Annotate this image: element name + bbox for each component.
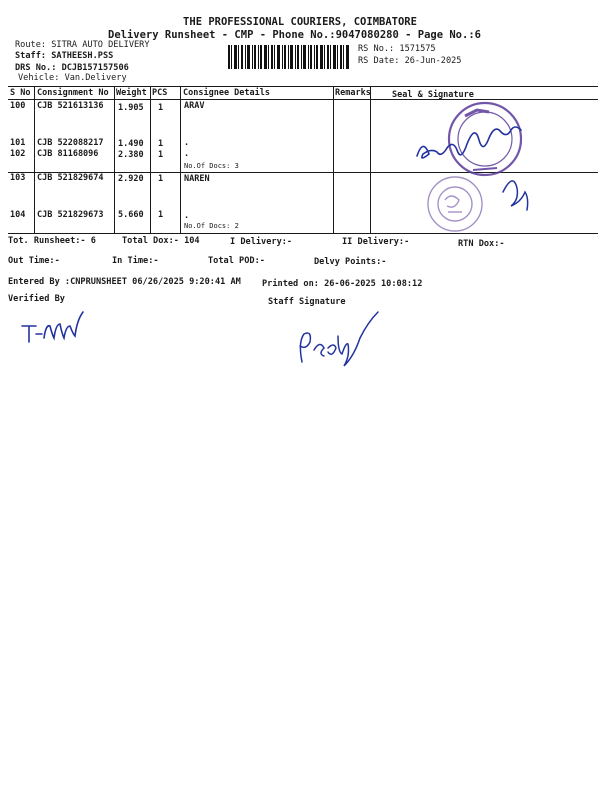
drs-number: DRS No.: DCJB157157506 <box>15 63 129 73</box>
rtn-dox: RTN Dox:- <box>458 239 505 249</box>
table-row-weight: 2.920 <box>118 174 144 184</box>
table-row-weight: 2.380 <box>118 150 144 160</box>
table-row-weight: 5.660 <box>118 210 144 220</box>
table-row-pcs: 1 <box>158 103 164 113</box>
table-row-sno: 101 <box>10 138 26 148</box>
verified-by: Verified By <box>8 294 65 304</box>
company-title: THE PROFESSIONAL COURIERS, COIMBATORE <box>183 16 417 28</box>
entered-by: Entered By :CNPRUNSHEET 06/26/2025 9:20:41 AM <box>8 277 241 287</box>
runsheet-subtitle: Delivery Runsheet - CMP - Phone No.:9047080280 - Page No.:6 <box>108 29 481 41</box>
table-row-details: . <box>184 149 190 159</box>
th-consignee-details: Consignee Details <box>183 88 270 98</box>
th-pcs: PCS <box>152 88 168 98</box>
table-row-sno: 102 <box>10 149 26 159</box>
handwritten-signature-icon <box>417 127 521 158</box>
th-consignment: Consignment No <box>37 88 109 98</box>
col-divider <box>370 86 371 233</box>
col-divider <box>180 86 181 233</box>
round-stamp-icon <box>449 103 521 175</box>
in-time: In Time:- <box>112 256 159 266</box>
th-seal-signature: Seal & Signature <box>392 90 474 100</box>
table-row-cno: CJB 521829674 <box>37 173 104 183</box>
docs-count: No.Of Docs: 2 <box>184 222 239 230</box>
col-divider <box>34 86 35 233</box>
table-row-weight: 1.905 <box>118 103 144 113</box>
table-row-details: ARAV <box>184 101 205 111</box>
delvy-points: Delvy Points:- <box>314 257 387 267</box>
seal-signature-area <box>385 96 560 236</box>
table-row-pcs: 1 <box>158 174 164 184</box>
i-delivery: I Delivery:- <box>230 237 293 247</box>
route: Route: SITRA AUTO DELIVERY <box>15 40 150 50</box>
tot-runsheet: Tot. Runsheet:- 6 <box>8 236 96 246</box>
col-divider <box>114 86 115 233</box>
table-row-details: . <box>184 211 190 221</box>
round-stamp-icon <box>428 177 482 231</box>
col-divider <box>150 86 151 233</box>
verifier-signature-icon <box>18 308 88 348</box>
table-row-pcs: 1 <box>158 150 164 160</box>
printed-on: Printed on: 26-06-2025 10:08:12 <box>262 279 423 289</box>
table-row-cno: CJB 521829673 <box>37 210 104 220</box>
table-row-details: NAREN <box>184 174 210 184</box>
table-row-weight: 1.490 <box>118 139 144 149</box>
barcode <box>228 45 350 69</box>
table-row-details: . <box>184 138 190 148</box>
rs-number: RS No.: 1571575 <box>358 44 436 54</box>
table-row-sno: 104 <box>10 210 26 220</box>
staff-signature: Staff Signature <box>268 297 346 307</box>
th-remarks: Remarks <box>335 88 371 98</box>
table-row-pcs: 1 <box>158 139 164 149</box>
staff: Staff: SATHEESH.PSS <box>15 51 114 61</box>
th-sno: S No <box>10 88 31 98</box>
out-time: Out Time:- <box>8 256 60 266</box>
rs-date: RS Date: 26-Jun-2025 <box>358 56 462 66</box>
table-row-sno: 103 <box>10 173 26 183</box>
ii-delivery: II Delivery:- <box>342 237 410 247</box>
th-weight: Weight <box>116 88 147 98</box>
docs-count: No.Of Docs: 3 <box>184 162 239 170</box>
table-row-cno: CJB 522088217 <box>37 138 104 148</box>
total-pod: Total POD:- <box>208 256 265 266</box>
table-row-sno: 100 <box>10 101 26 111</box>
table-top-rule <box>8 86 598 87</box>
col-divider <box>333 86 334 233</box>
handwritten-signature-icon <box>503 181 528 210</box>
staff-signature-icon <box>290 306 385 370</box>
vehicle: Vehicle: Van.Delivery <box>18 73 127 83</box>
table-row-cno: CJB 521613136 <box>37 101 104 111</box>
table-row-pcs: 1 <box>158 210 164 220</box>
total-dox: Total Dox:- 104 <box>122 236 200 246</box>
table-row-cno: CJB 81168096 <box>37 149 99 159</box>
